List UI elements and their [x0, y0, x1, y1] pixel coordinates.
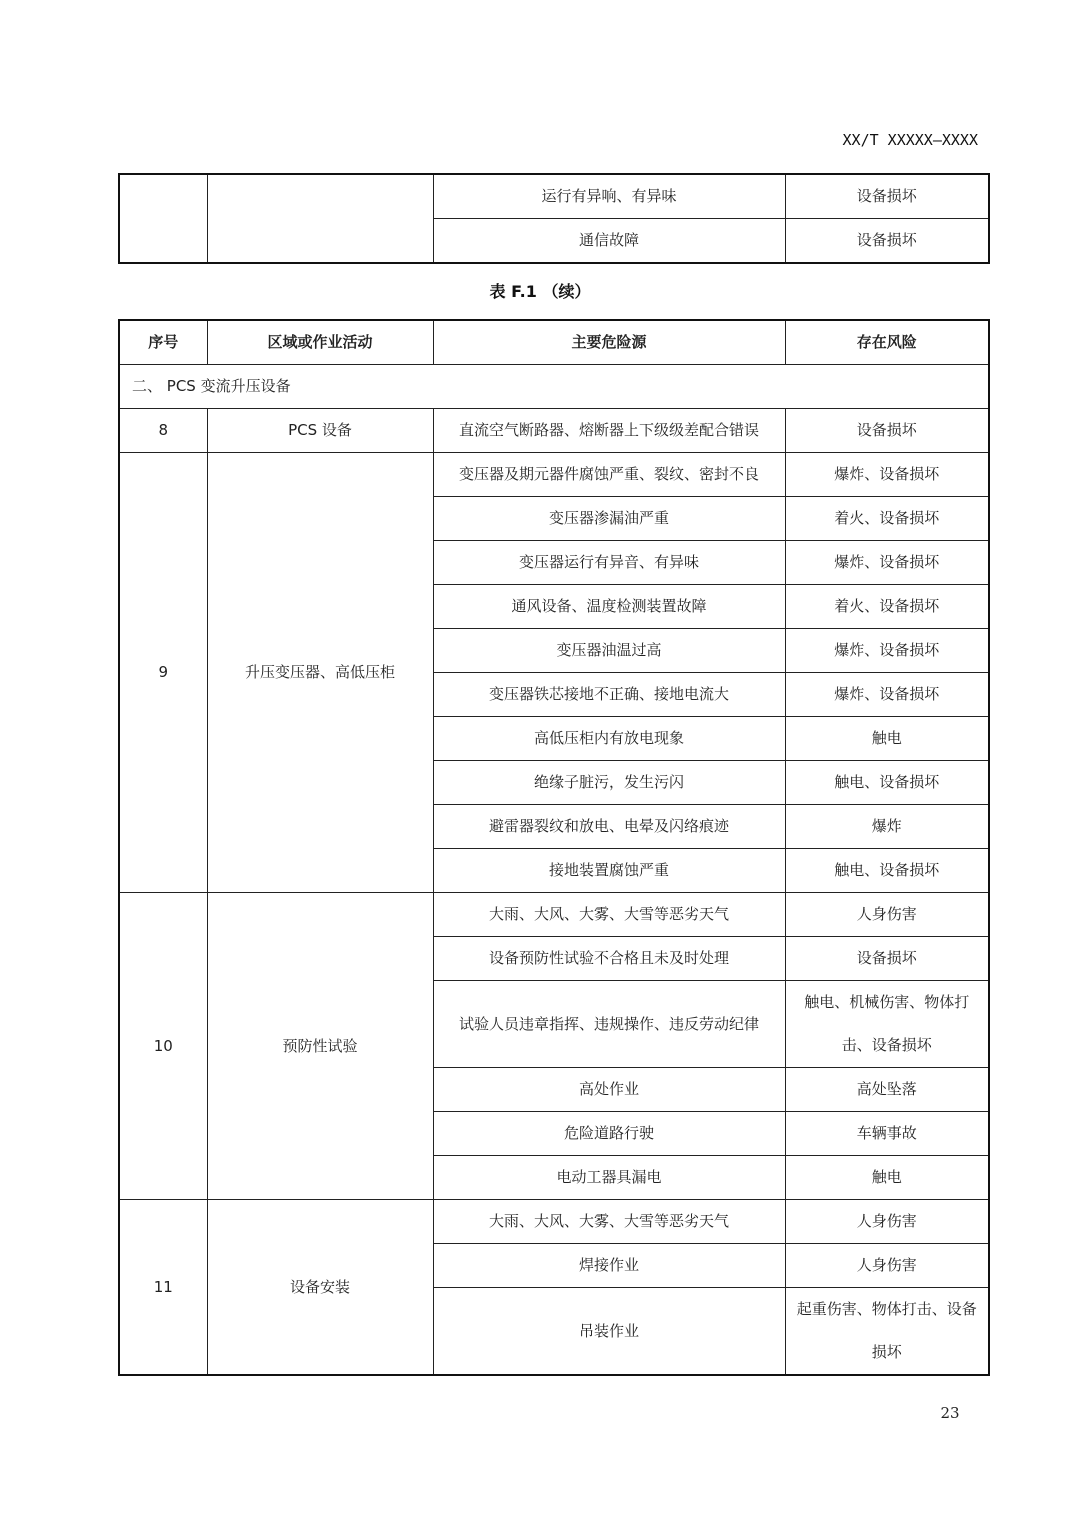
hazard-cell: 吊装作业: [433, 1288, 785, 1376]
hazard-cell: 避雷器裂纹和放电、电晕及闪络痕迹: [433, 805, 785, 849]
hazard-cell: 变压器及期元器件腐蚀严重、裂纹、密封不良: [433, 453, 785, 497]
risk-cell: 设备损坏: [785, 174, 989, 219]
hazard-cell: 试验人员违章指挥、违规操作、违反劳动纪律: [433, 981, 785, 1068]
hazard-cell: 变压器铁芯接地不正确、接地电流大: [433, 673, 785, 717]
hazard-cell: 通信故障: [433, 219, 785, 264]
risk-cell: 触电、设备损坏: [785, 761, 989, 805]
number-cell: 11: [119, 1200, 207, 1376]
risk-cell: 爆炸、设备损坏: [785, 541, 989, 585]
hazard-risk-table: [118, 319, 990, 1376]
hazard-cell: 变压器运行有异音、有异味: [433, 541, 785, 585]
risk-cell: 触电: [785, 717, 989, 761]
hazard-cell: 高处作业: [433, 1068, 785, 1112]
hazard-cell: 大雨、大风、大雾、大雪等恶劣天气: [433, 893, 785, 937]
risk-cell: 触电、设备损坏: [785, 849, 989, 893]
hazard-cell: 变压器渗漏油严重: [433, 497, 785, 541]
table-row: [119, 893, 989, 937]
risk-cell: 爆炸、设备损坏: [785, 453, 989, 497]
risk-cell: 车辆事故: [785, 1112, 989, 1156]
risk-cell: 设备损坏: [785, 937, 989, 981]
area-cell: 预防性试验: [207, 893, 433, 1200]
risk-cell: 触电: [785, 1156, 989, 1200]
number-cell: 8: [119, 409, 207, 453]
continued-table-fragment: [118, 173, 990, 264]
table-caption: 表 F.1 （续）: [489, 282, 591, 301]
number-cell: 10: [119, 893, 207, 1200]
risk-cell: 着火、设备损坏: [785, 585, 989, 629]
hazard-cell: 通风设备、温度检测装置故障: [433, 585, 785, 629]
hazard-cell: 绝缘子脏污，发生污闪: [433, 761, 785, 805]
hazard-cell: 电动工器具漏电: [433, 1156, 785, 1200]
risk-cell: 设备损坏: [785, 219, 989, 264]
hazard-cell: 直流空气断路器、熔断器上下级级差配合错误: [433, 409, 785, 453]
header-area: 区域或作业活动: [207, 320, 433, 365]
hazard-cell: 运行有异响、有异味: [433, 174, 785, 219]
hazard-cell: 危险道路行驶: [433, 1112, 785, 1156]
document-code: XX/T XXXXX—XXXX: [842, 131, 978, 149]
table-row: [119, 409, 989, 453]
risk-cell: 人身伤害: [785, 1200, 989, 1244]
section-row: [119, 365, 989, 409]
hazard-cell: 变压器油温过高: [433, 629, 785, 673]
area-cell: 升压变压器、高低压柜: [207, 453, 433, 893]
hazard-cell: 接地装置腐蚀严重: [433, 849, 785, 893]
hazard-cell: 设备预防性试验不合格且未及时处理: [433, 937, 785, 981]
risk-cell: 爆炸、设备损坏: [785, 629, 989, 673]
risk-cell: 人身伤害: [785, 1244, 989, 1288]
number-cell: [119, 174, 207, 263]
table-header-row: [119, 320, 989, 365]
header-hazard: 主要危险源: [433, 320, 785, 365]
table-row: [119, 1200, 989, 1244]
table-row: [119, 174, 989, 219]
section-title: 二、 PCS 变流升压设备: [119, 365, 989, 409]
table-row: [119, 453, 989, 497]
risk-cell: 人身伤害: [785, 893, 989, 937]
area-cell: [207, 174, 433, 263]
risk-cell: 爆炸: [785, 805, 989, 849]
risk-cell: 高处坠落: [785, 1068, 989, 1112]
risk-cell: 爆炸、设备损坏: [785, 673, 989, 717]
risk-cell: 设备损坏: [785, 409, 989, 453]
risk-cell: 触电、机械伤害、物体打击、设备损坏: [785, 981, 989, 1068]
header-number: 序号: [119, 320, 207, 365]
area-cell: 设备安装: [207, 1200, 433, 1376]
hazard-cell: 高低压柜内有放电现象: [433, 717, 785, 761]
number-cell: 9: [119, 453, 207, 893]
page-number: 23: [940, 1404, 960, 1422]
header-risk: 存在风险: [785, 320, 989, 365]
risk-cell: 起重伤害、物体打击、设备损坏: [785, 1288, 989, 1376]
risk-cell: 着火、设备损坏: [785, 497, 989, 541]
hazard-cell: 大雨、大风、大雾、大雪等恶劣天气: [433, 1200, 785, 1244]
hazard-cell: 焊接作业: [433, 1244, 785, 1288]
area-cell: PCS 设备: [207, 409, 433, 453]
